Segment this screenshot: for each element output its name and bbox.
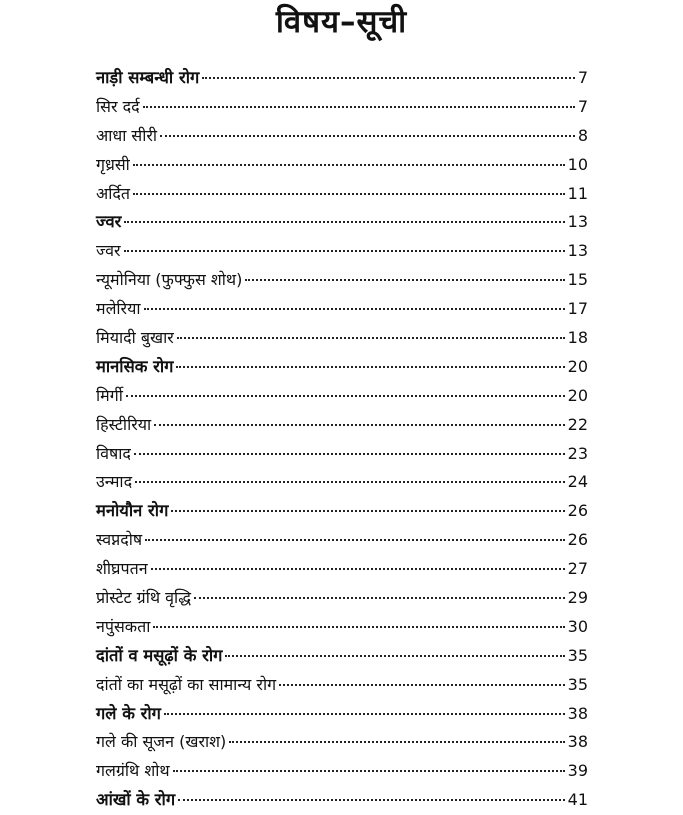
toc-section-heading bbox=[96, 700, 588, 729]
toc-entry bbox=[96, 93, 588, 122]
toc-entry-label: ज्वर bbox=[96, 212, 122, 232]
toc-entry bbox=[96, 382, 588, 411]
toc-section-heading bbox=[96, 642, 588, 671]
toc-entry-label: हिस्टीरिया bbox=[96, 414, 152, 434]
toc-page-number: 30 bbox=[567, 616, 588, 636]
toc-entry-label: नाड़ी सम्बन्धी रोग bbox=[96, 68, 200, 87]
dot-leader bbox=[160, 135, 575, 137]
toc-page-number: 11 bbox=[567, 183, 588, 203]
toc-page-number: 13 bbox=[567, 241, 588, 261]
dot-leader bbox=[153, 626, 564, 628]
dot-leader bbox=[229, 741, 564, 743]
toc-entry bbox=[96, 440, 588, 469]
toc-entry-label: मिर्गी bbox=[96, 385, 123, 405]
toc-page-number: 35 bbox=[567, 645, 588, 665]
toc-page-number: 15 bbox=[567, 270, 588, 290]
toc-page-number: 26 bbox=[567, 501, 588, 521]
toc-entry bbox=[96, 411, 588, 440]
toc-entry bbox=[96, 757, 588, 786]
toc-entry-label: गृध्रसी bbox=[96, 154, 130, 174]
toc-page-number: 38 bbox=[567, 703, 588, 723]
dot-leader bbox=[194, 597, 565, 599]
page-title: विषय–सूची bbox=[275, 4, 408, 40]
toc-page-number: 10 bbox=[567, 154, 588, 174]
dot-leader bbox=[124, 221, 564, 223]
toc-entry bbox=[96, 526, 588, 555]
dot-leader bbox=[173, 770, 565, 772]
toc-page-number: 24 bbox=[567, 472, 588, 492]
toc-entry-label: स्वप्नदोष bbox=[96, 530, 143, 550]
toc-entry-label: गलग्रंथि शोथ bbox=[96, 761, 170, 781]
dot-leader bbox=[134, 453, 565, 455]
toc-entry-label: उन्माद bbox=[96, 472, 133, 492]
dot-leader bbox=[135, 481, 565, 483]
toc-entry bbox=[96, 555, 588, 584]
dot-leader bbox=[202, 77, 575, 79]
toc-entry bbox=[96, 613, 588, 642]
toc-section-heading bbox=[96, 786, 588, 815]
toc-page-number: 23 bbox=[567, 443, 588, 463]
toc-entry-label: नपुंसकता bbox=[96, 616, 151, 636]
toc-page-number: 26 bbox=[567, 530, 588, 550]
toc-page-number: 35 bbox=[567, 674, 588, 694]
toc-entry-label: दांतों का मसूढ़ों का सामान्य रोग bbox=[96, 674, 277, 694]
toc-entry bbox=[96, 295, 588, 324]
toc-entry-label: शीघ्रपतन bbox=[96, 559, 148, 579]
toc-entry-label: आंखों के रोग bbox=[96, 790, 176, 810]
dot-leader bbox=[164, 713, 565, 715]
toc-section-heading bbox=[96, 353, 588, 382]
toc-page-number: 41 bbox=[567, 790, 588, 810]
dot-leader bbox=[133, 164, 565, 166]
toc-entry-label: प्रोस्टेट ग्रंथि वृद्धि bbox=[96, 588, 191, 608]
toc-page-number: 39 bbox=[567, 761, 588, 781]
toc-entry-label: मानसिक रोग bbox=[96, 356, 174, 376]
toc-page-number: 7 bbox=[577, 96, 588, 116]
dot-leader bbox=[245, 279, 564, 281]
dot-leader bbox=[225, 655, 564, 657]
toc-entry-label: आधा सीरी bbox=[96, 125, 158, 145]
toc-page-number: 29 bbox=[567, 588, 588, 608]
toc-entry bbox=[96, 728, 588, 757]
dot-leader bbox=[279, 684, 565, 686]
dot-leader bbox=[171, 510, 564, 512]
dot-leader bbox=[124, 250, 565, 252]
toc-page-number: 17 bbox=[567, 299, 588, 319]
dot-leader bbox=[145, 539, 565, 541]
toc-entry-label: दांतों व मसूढ़ों के रोग bbox=[96, 645, 223, 665]
dot-leader bbox=[177, 337, 565, 339]
dot-leader bbox=[126, 395, 565, 397]
toc-page-number: 20 bbox=[567, 385, 588, 405]
toc-page-number: 38 bbox=[567, 732, 588, 752]
toc-page-number: 18 bbox=[567, 328, 588, 348]
toc-page-number: 7 bbox=[577, 68, 588, 87]
toc-entry bbox=[96, 671, 588, 700]
toc-entry bbox=[96, 237, 588, 266]
toc-entry-label: गले की सूजन (खराश) bbox=[96, 732, 227, 752]
toc-entry-label: गले के रोग bbox=[96, 703, 161, 723]
toc-entry bbox=[96, 180, 588, 209]
toc-entry bbox=[96, 468, 588, 497]
toc-entry-label: मियादी बुखार bbox=[96, 328, 174, 348]
toc-entry-label: ज्वर bbox=[96, 241, 121, 261]
toc-entry-label: मलेरिया bbox=[96, 299, 141, 319]
toc-page-number: 8 bbox=[577, 125, 588, 145]
dot-leader bbox=[176, 366, 564, 368]
dot-leader bbox=[154, 424, 564, 426]
toc-page-number: 22 bbox=[567, 414, 588, 434]
dot-leader bbox=[143, 106, 575, 108]
toc-entry bbox=[96, 122, 588, 151]
toc-page-number: 20 bbox=[567, 356, 588, 376]
dot-leader bbox=[133, 193, 565, 195]
toc-section-heading bbox=[96, 497, 588, 526]
toc-entry bbox=[96, 266, 588, 295]
toc-entry-label: विषाद bbox=[96, 443, 131, 463]
toc-entry-label: अर्दित bbox=[96, 183, 130, 203]
toc-section-heading bbox=[96, 208, 588, 237]
toc-section-heading bbox=[96, 64, 588, 93]
toc-entry-label: सिर दर्द bbox=[96, 96, 140, 116]
toc-entry bbox=[96, 151, 588, 180]
dot-leader bbox=[144, 308, 565, 310]
toc-entry bbox=[96, 584, 588, 613]
toc-entry-label: न्यूमोनिया (फुफ्फुस शोथ) bbox=[96, 270, 243, 290]
toc-entry bbox=[96, 324, 588, 353]
toc-page-number: 27 bbox=[567, 559, 588, 579]
dot-leader bbox=[151, 568, 565, 570]
table-of-contents bbox=[96, 64, 588, 815]
toc-entry-label: मनोयौन रोग bbox=[96, 501, 169, 521]
toc-page-number: 13 bbox=[567, 212, 588, 232]
